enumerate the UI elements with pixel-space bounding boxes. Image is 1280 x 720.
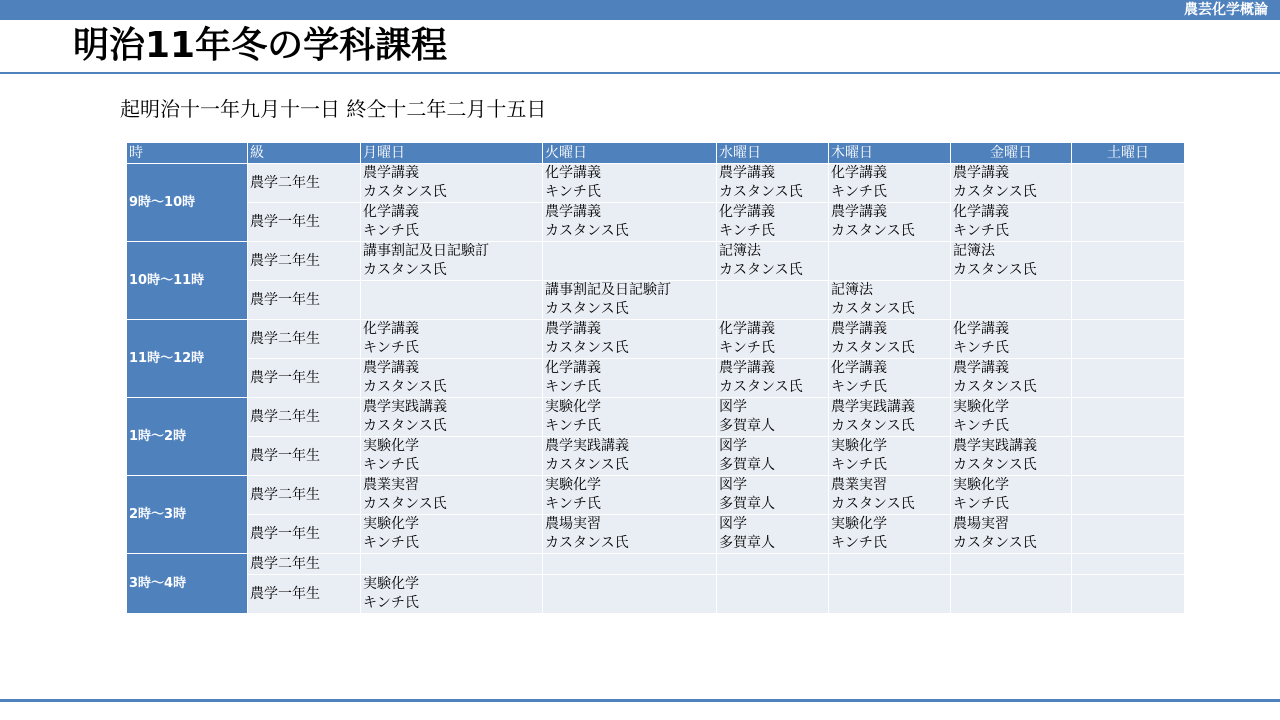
teacher-text: カスタンス氏 (545, 340, 629, 356)
table-row (127, 281, 1185, 320)
grade-cell: 農学一年生 (248, 281, 361, 320)
teacher-text: キンチ氏 (953, 496, 1009, 512)
header-time: 時 (127, 143, 248, 164)
teacher-text: キンチ氏 (545, 496, 601, 512)
teacher-text: キンチ氏 (953, 418, 1009, 434)
teacher-text: キンチ氏 (831, 457, 887, 473)
grade-cell: 農学一年生 (248, 359, 361, 398)
teacher-text: カスタンス氏 (831, 496, 915, 512)
class-cell (1072, 554, 1185, 575)
teacher-text: キンチ氏 (953, 223, 1009, 239)
class-cell (543, 398, 717, 437)
table-row (127, 398, 1185, 437)
subject-text: 実験化学 (953, 399, 1009, 415)
class-cell (543, 359, 717, 398)
subject-text: 農学実践講義 (363, 399, 447, 415)
class-cell (951, 554, 1072, 575)
teacher-text: カスタンス氏 (953, 535, 1037, 551)
table-row (127, 242, 1185, 281)
grade-cell: 農学一年生 (248, 203, 361, 242)
grade-cell: 農学二年生 (248, 476, 361, 515)
subject-text: 実験化学 (363, 576, 419, 592)
grade-cell: 農学一年生 (248, 515, 361, 554)
class-cell (717, 242, 829, 281)
subject-text: 農学実践講義 (953, 438, 1037, 454)
subject-text: 化学講義 (719, 321, 775, 337)
subject-text: 実験化学 (953, 477, 1009, 493)
class-cell (829, 164, 951, 203)
class-cell (717, 575, 829, 614)
grade-cell: 農学二年生 (248, 320, 361, 359)
class-cell (829, 398, 951, 437)
teacher-text: キンチ氏 (363, 340, 419, 356)
class-cell (951, 476, 1072, 515)
schedule-body (127, 164, 1185, 614)
teacher-text: キンチ氏 (545, 379, 601, 395)
subject-text: 講事割記及日記験訂 (545, 282, 671, 298)
teacher-text: キンチ氏 (545, 184, 601, 200)
grade-cell: 農学二年生 (248, 164, 361, 203)
class-cell (361, 164, 543, 203)
class-cell (1072, 398, 1185, 437)
grade-cell: 農学一年生 (248, 575, 361, 614)
class-cell (543, 515, 717, 554)
class-cell (717, 437, 829, 476)
subject-text: 農場実習 (953, 516, 1009, 532)
title-underline (0, 72, 1280, 74)
table-row (127, 203, 1185, 242)
grade-cell: 農学一年生 (248, 437, 361, 476)
class-cell (361, 281, 543, 320)
class-cell (543, 476, 717, 515)
subject-text: 実験化学 (831, 438, 887, 454)
class-cell (951, 359, 1072, 398)
header-grade: 級 (248, 143, 361, 164)
class-cell (543, 164, 717, 203)
class-cell (829, 437, 951, 476)
table-row (127, 359, 1185, 398)
subject-text: 農学講義 (719, 165, 775, 181)
teacher-text: キンチ氏 (363, 535, 419, 551)
subject-text: 図学 (719, 399, 747, 415)
class-cell (829, 281, 951, 320)
header-friday: 金曜日 (951, 143, 1072, 164)
teacher-text: 多賀章人 (719, 457, 775, 473)
teacher-text: カスタンス氏 (719, 262, 803, 278)
class-cell (829, 320, 951, 359)
class-cell (717, 554, 829, 575)
schedule-table (126, 142, 1185, 614)
class-cell (361, 476, 543, 515)
class-cell (543, 554, 717, 575)
subject-text: 農学講義 (953, 360, 1009, 376)
class-cell (361, 554, 543, 575)
class-cell (951, 437, 1072, 476)
class-cell (543, 437, 717, 476)
subject-text: 実験化学 (363, 438, 419, 454)
class-cell (361, 203, 543, 242)
header-thursday: 木曜日 (829, 143, 951, 164)
teacher-text: カスタンス氏 (953, 184, 1037, 200)
teacher-text: カスタンス氏 (363, 418, 447, 434)
teacher-text: カスタンス氏 (831, 418, 915, 434)
teacher-text: カスタンス氏 (363, 496, 447, 512)
footer-line (0, 699, 1280, 702)
subject-text: 農学実践講義 (831, 399, 915, 415)
subject-text: 講事割記及日記験訂 (363, 243, 489, 259)
teacher-text: キンチ氏 (363, 595, 419, 611)
class-cell (543, 242, 717, 281)
course-name: 農芸化学概論 (1184, 2, 1268, 18)
time-slot-cell: 9時～10時 (127, 164, 248, 242)
subject-text: 化学講義 (545, 360, 601, 376)
subject-text: 化学講義 (719, 204, 775, 220)
teacher-text: 多賀章人 (719, 535, 775, 551)
grade-cell: 農学二年生 (248, 398, 361, 437)
header-tuesday: 火曜日 (543, 143, 717, 164)
subject-text: 化学講義 (953, 321, 1009, 337)
time-slot-cell: 2時～3時 (127, 476, 248, 554)
class-cell (717, 320, 829, 359)
slide-title: 明治11年冬の学科課程 (73, 25, 448, 66)
class-cell (829, 203, 951, 242)
subject-text: 農学講義 (545, 204, 601, 220)
teacher-text: カスタンス氏 (363, 379, 447, 395)
header-saturday: 土曜日 (1072, 143, 1185, 164)
class-cell (1072, 575, 1185, 614)
teacher-text: カスタンス氏 (953, 379, 1037, 395)
header-wednesday: 水曜日 (717, 143, 829, 164)
table-row (127, 476, 1185, 515)
subject-text: 農学講義 (953, 165, 1009, 181)
teacher-text: カスタンス氏 (831, 223, 915, 239)
class-cell (829, 359, 951, 398)
teacher-text: キンチ氏 (831, 535, 887, 551)
class-cell (951, 575, 1072, 614)
class-cell (717, 476, 829, 515)
subject-text: 農学講義 (831, 204, 887, 220)
class-cell (717, 281, 829, 320)
class-cell (361, 359, 543, 398)
class-cell (543, 320, 717, 359)
class-cell (361, 575, 543, 614)
table-row (127, 515, 1185, 554)
teacher-text: カスタンス氏 (831, 301, 915, 317)
teacher-text: カスタンス氏 (953, 262, 1037, 278)
class-cell (543, 281, 717, 320)
table-row (127, 554, 1185, 575)
subject-text: 農学講義 (545, 321, 601, 337)
time-slot-cell: 1時～2時 (127, 398, 248, 476)
table-row (127, 164, 1185, 203)
class-cell (717, 359, 829, 398)
class-cell (1072, 203, 1185, 242)
teacher-text: キンチ氏 (545, 418, 601, 434)
header-row (127, 143, 1185, 164)
teacher-text: カスタンス氏 (953, 457, 1037, 473)
class-cell (951, 164, 1072, 203)
subject-text: 実験化学 (831, 516, 887, 532)
subject-text: 図学 (719, 438, 747, 454)
teacher-text: キンチ氏 (831, 184, 887, 200)
class-cell (1072, 320, 1185, 359)
teacher-text: 多賀章人 (719, 418, 775, 434)
class-cell (361, 437, 543, 476)
teacher-text: 多賀章人 (719, 496, 775, 512)
class-cell (717, 515, 829, 554)
teacher-text: カスタンス氏 (545, 223, 629, 239)
class-cell (717, 164, 829, 203)
class-cell (829, 554, 951, 575)
table-row (127, 575, 1185, 614)
subject-text: 農業実習 (363, 477, 419, 493)
subject-text: 記簿法 (953, 243, 995, 259)
class-cell (361, 398, 543, 437)
grade-cell: 農学二年生 (248, 242, 361, 281)
class-cell (829, 515, 951, 554)
class-cell (1072, 476, 1185, 515)
teacher-text: カスタンス氏 (545, 301, 629, 317)
time-slot-cell: 11時～12時 (127, 320, 248, 398)
class-cell (951, 242, 1072, 281)
class-cell (361, 242, 543, 281)
class-cell (829, 242, 951, 281)
class-cell (717, 398, 829, 437)
class-cell (951, 281, 1072, 320)
time-slot-cell: 10時～11時 (127, 242, 248, 320)
teacher-text: カスタンス氏 (719, 379, 803, 395)
teacher-text: カスタンス氏 (363, 184, 447, 200)
teacher-text: キンチ氏 (719, 340, 775, 356)
subject-text: 図学 (719, 516, 747, 532)
class-cell (361, 320, 543, 359)
class-cell (829, 575, 951, 614)
subject-text: 実験化学 (363, 516, 419, 532)
class-cell (1072, 437, 1185, 476)
teacher-text: キンチ氏 (363, 223, 419, 239)
class-cell (543, 203, 717, 242)
teacher-text: カスタンス氏 (719, 184, 803, 200)
subject-text: 化学講義 (363, 204, 419, 220)
table-row (127, 437, 1185, 476)
class-cell (951, 320, 1072, 359)
class-cell (1072, 281, 1185, 320)
class-cell (717, 203, 829, 242)
subject-text: 化学講義 (363, 321, 419, 337)
subject-text: 農場実習 (545, 516, 601, 532)
subject-text: 農学講義 (363, 165, 419, 181)
date-range: 起明治十一年九月十一日 終仝十二年二月十五日 (120, 97, 547, 121)
teacher-text: カスタンス氏 (545, 535, 629, 551)
teacher-text: カスタンス氏 (363, 262, 447, 278)
subject-text: 実験化学 (545, 399, 601, 415)
subject-text: 化学講義 (953, 204, 1009, 220)
class-cell (1072, 515, 1185, 554)
class-cell (1072, 164, 1185, 203)
subject-text: 図学 (719, 477, 747, 493)
class-cell (1072, 359, 1185, 398)
subject-text: 農業実習 (831, 477, 887, 493)
subject-text: 農学講義 (831, 321, 887, 337)
subject-text: 農学講義 (363, 360, 419, 376)
teacher-text: キンチ氏 (719, 223, 775, 239)
teacher-text: キンチ氏 (831, 379, 887, 395)
class-cell (951, 203, 1072, 242)
subject-text: 化学講義 (545, 165, 601, 181)
class-cell (543, 575, 717, 614)
teacher-text: キンチ氏 (953, 340, 1009, 356)
class-cell (829, 476, 951, 515)
header-monday: 月曜日 (361, 143, 543, 164)
class-cell (361, 515, 543, 554)
table-row (127, 320, 1185, 359)
grade-cell: 農学二年生 (248, 554, 361, 575)
class-cell (951, 515, 1072, 554)
subject-text: 化学講義 (831, 165, 887, 181)
subject-text: 農学実践講義 (545, 438, 629, 454)
teacher-text: カスタンス氏 (831, 340, 915, 356)
subject-text: 農学講義 (719, 360, 775, 376)
class-cell (1072, 242, 1185, 281)
teacher-text: キンチ氏 (363, 457, 419, 473)
subject-text: 化学講義 (831, 360, 887, 376)
subject-text: 実験化学 (545, 477, 601, 493)
subject-text: 記簿法 (831, 282, 873, 298)
top-banner (0, 0, 1280, 20)
teacher-text: カスタンス氏 (545, 457, 629, 473)
subject-text: 記簿法 (719, 243, 761, 259)
class-cell (951, 398, 1072, 437)
time-slot-cell: 3時～4時 (127, 554, 248, 614)
